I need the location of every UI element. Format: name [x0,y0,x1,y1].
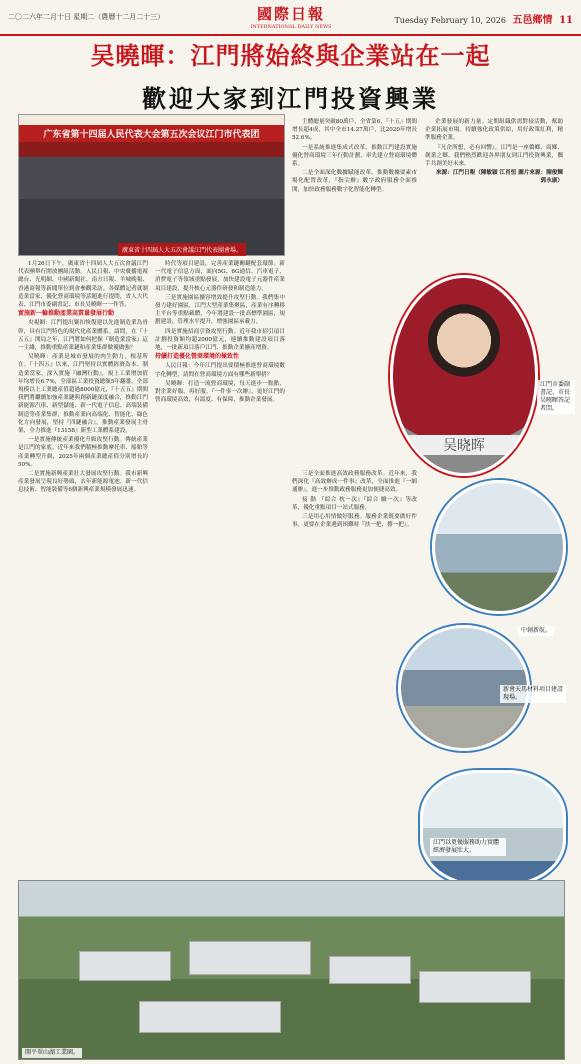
section-heading: 實施新一輪推動產業高質量發展行動 [18,310,115,318]
meeting-banner: 广东省第十四届人民代表大会第五次会议江门市代表团 [19,125,284,142]
source-credit: 來源：江門日報（陳敏穎 江肖恒 圖片來源：陳俊輝 郭永康） [436,170,563,185]
industrial-park-aerial-photo [18,880,565,1060]
paragraph: 一是系統推進集成式改革。推動江門建設實施優化營商環境三年行動計劃，率先建立營商環境體系。 [292,144,417,168]
masthead-header [0,0,581,36]
workers-photo [420,770,566,886]
paragraph: 企業發展的新力量。定期組織供需對接活動，幫助企業拓展市場。持續強化政策供給，用好政策紅利，精準服務企業。 [425,119,563,142]
meeting-photo-caption: 廣東省十四屆人大五次會議江門代表團會場。 [118,243,246,256]
paragraph: 二是全面深化數據賦能改革。推動數據要素市場化配置改革，『指尖辦』數字政府服務全面推開，加快政務服務數字化智能化轉型。 [292,170,417,193]
section-heading: 持續打造優化營商環境的極致性 [155,353,240,361]
logo-chinese: 國際日報 [256,5,325,23]
photo-caption-3: 江門以更優服務助力實體經濟發展壯大。 [430,838,506,856]
photo-caption-4: 開平翠山湖工業園。 [22,1048,82,1058]
paragraph: 一是實施傳統產業優化升級攻堅行動。傳統產業是江門的家底。近年來我們積極推動摩托車、船舶等產業轉型升級，2025年兩個產業總產值分別增長約50%。 [18,437,148,468]
portrait-caption: 江門市委副書記、市長吴曉暉答記者問。 [537,380,575,414]
subheadline: 歡迎大家到江門投資興業 [142,84,439,113]
paragraph: 1月26日下午，廣東省十四屆人大五次會議江門代表團舉行開放團組活動。人民日報、中央廣播電視總台、光明網、中國新聞社、南方日報、羊城晚報、香港商報等新聞單位到會參觀采訪。各媒體記者就制造業當家、優化營商環境等話題進行提問，省人大代表、江門市委副書記、市長吴曉暉一一作答。 [18,261,148,309]
paragraph: 四是實施招商引資攻堅行動。近年我市招引項目計劃投資額均超2000億元，連續推動建設項目落地，一批新項目落戶江門、推動企業擴產增資。 [155,328,285,352]
article-column-2 [155,260,285,875]
headline: 吴曉暉：江門將始終與企業站在一起 [90,41,491,70]
paragraph: 三是實施園區擴容增效提升攻堅行動。我們集中發力建好園區，江門大型產業集聚區，產業有序轉移主平台等重點載體，今年將建設一批高標準園區，規劃建設、管理水平提升，增強園區承載力。 [155,294,285,326]
header-right [394,11,573,26]
mayor-portrait [390,275,538,476]
photo-caption-1: 中創新航。 [518,626,554,636]
logo-english: INTERNATIONAL DAILY NEWS [250,24,332,30]
paragraph: 三是用心用情做好服務。服務企業既要做好件事，更要在企業遇到困難時『扶一把、撐一把』。 [292,514,417,529]
paragraph: 主體總量突破80萬戶，全省第6，『十五』期間增長超4成，其中全市14.27萬戶，比2020年增長52.6%。 [292,119,417,142]
article-column-3-top [292,118,417,278]
paragraph: 接 動 『綜合 枕一次』『綜合 驗一次』等改革，優化重點項目一站式服務。 [292,496,417,511]
paragraph: 吴曉暉：產業是城市發展的肉生動力，根基所在。『十四五』以來，江門堅持以實體經濟為本、制造業當家，深入實施『融灣行動』，規上工業增加值年均增長6.7%，全部區工業投資總額5年翻番，全部規模以上工業總產值超過8000億元，『十五五』期間我們將繼續加強產業鏈與創新鏈深度融合，推動江門新能源汽車、新型儲能、新一代電子信息、高端装備制造等產業集群，推動產業向高端化、智能化、綠色化方向發展，堅持『四鏈融合』，推動產業發展主骨架，全力推進『13158』新型工業體系建設。 [18,354,148,435]
header-date-en: Tuesday February 10, 2026 [394,16,506,25]
section-name: 五邑鄉情 [512,15,553,26]
meeting-photo [18,114,285,256]
paragraph: 吴曉暉：打造一流營商環境，每天進步一點點，對企業好服、再好服。『一件事一次辦』，更好江門的營商環境高效、有溫度、有保障，推動企業發展。 [155,380,285,404]
paragraph: 人民日報：今年江門提出要積極推進營商環境數字化轉型，請問在營商環境方面有哪些新舉措？ [155,363,285,378]
paragraph: 央視網：江門提出緊扣恢復建以先進制造業為骨幹，具有江門特色的現代化產業體系。請問，在『十五五』開局之年，江門將如何把握『制造業當家』這一主綫，推動重點產業鏈和產業集群做優做強？ [18,320,148,352]
paragraph: 二是實施新興產業壯大發展攻堅行動。我市新興產業發展呈現良好勢頭，去年新能源電池、新一代信息技術、智能裝備等6個新興產業規模發展迅速。 [18,471,148,494]
article-column-1 [18,260,148,875]
paragraph: 三是全面推進高效政務服務改革。近年來，我們深化『高效辦成一件事』改革，全面推進『一網通辦』，進一步推動政務服務更加便捷高效。 [292,471,417,494]
name-card: 吴晓晖 [393,435,535,455]
article-column-3-bottom [292,470,417,875]
photo-caption-2: 新會天馬材料項目建設現場。 [500,685,566,703]
article-column-4 [425,118,563,273]
paragraph: 時代等項目建設，完善產業鏈關鍵配套環節。新一代電子信息方面，面向5G、6G通信、汽車電子、消費電子等領域重點發展，加快建設電子元器件產業項目建設，提升核心元器件研發和制造能力。 [155,261,285,292]
page-number: 11 [559,15,573,26]
paragraph: 『凡企所想，必有回響』。江門是一座僑鄉、商鄉、創業之鄉。我們熱烈歡迎各界朋友到江門投資興業，攜手共創美好未來。 [425,144,563,168]
newspaper-logo [236,3,346,30]
header-date: 二〇二六年二月十日 星期二（農曆十二月二十三） [8,13,165,21]
factory-photo-1 [432,480,566,614]
